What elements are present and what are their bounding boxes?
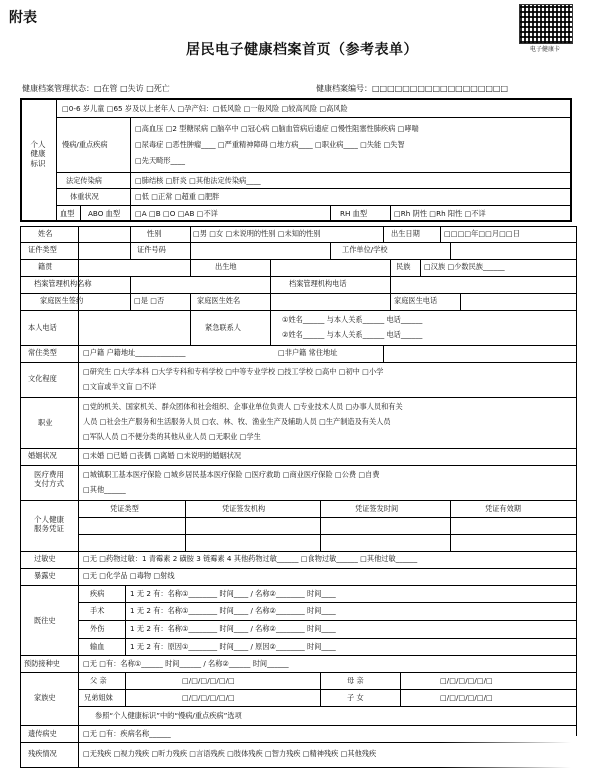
health-identifier-label: 个人 健康 标识 <box>30 140 46 168</box>
surgery-value: 1 无 2 有：名称①________ 时间____ / 名称②________ 时间____ <box>130 606 336 615</box>
record-number: 健康档案编号：□□□□□□□□□□□□□□□□□□ <box>316 84 509 93</box>
chronic-options-2: □尿毒症 □恶性肿瘤____ □严重精神障碍 □地方病____ □职业病____ □失能 □失智 <box>135 140 405 149</box>
siblings-label: 兄弟姐妹 <box>84 693 113 702</box>
cert-type-header: 凭证类型 <box>110 504 139 513</box>
exposure-label: 暴露史 <box>34 571 56 580</box>
transfusion-label: 输血 <box>90 642 105 651</box>
workplace-label: 工作单位/学校 <box>342 245 388 254</box>
cert-time-header: 凭证签发时间 <box>355 504 399 513</box>
ethnicity-label: 民族 <box>396 262 411 271</box>
cert-validity-header: 凭证有效期 <box>485 504 521 513</box>
trauma-value: 1 无 2 有：名称①________ 时间____ / 名称②________ 时间____ <box>130 624 336 633</box>
allergy-label: 过敏史 <box>34 554 56 563</box>
gender-label: 性别 <box>147 229 162 238</box>
transfusion-value: 1 无 2 有：原因①________ 时间____ / 原因②________ 时间____ <box>130 642 336 651</box>
doctor-tel-label: 家庭医生电话 <box>394 296 438 305</box>
form-title: 居民电子健康档案首页（参考表单） <box>186 42 418 58</box>
org-tel-label: 档案管理机构电话 <box>289 279 347 288</box>
occupation-options-3: □军队人员 □不便分类的其他从业人员 □无职业 □学生 <box>83 432 261 441</box>
occupation-options-1: □党的机关、国家机关、群众团体和社会组织、企事业单位负责人 □专业技术人员 □办事人员和有关 <box>83 402 403 411</box>
children-boxes: □/□/□/□/□/□ <box>440 693 493 702</box>
disease-value: 1 无 2 有：名称①________ 时间____ / 名称②________ 时间____ <box>130 589 336 598</box>
id-number-label: 证件号码 <box>137 245 166 254</box>
occupation-label: 职业 <box>38 418 53 427</box>
education-options-1: □研究生 □大学本科 □大学专科和专科学校 □中等专业学校 □技工学校 □高中 □初中 □小学 <box>83 367 384 376</box>
trauma-label: 外伤 <box>90 624 105 633</box>
emergency-contact-1: ①姓名______ 与本人关系______ 电话______ <box>282 315 423 324</box>
org-name-label: 档案管理机构名称 <box>34 279 92 288</box>
surgery-label: 手术 <box>90 606 105 615</box>
emergency-contact-label: 紧急联系人 <box>205 323 241 332</box>
siblings-boxes: □/□/□/□/□/□ <box>182 693 235 702</box>
payment-options-2: □其他______ <box>83 485 126 494</box>
vaccination-value: □无 □有：名称①______ 时间______ / 名称②______ 时间______ <box>83 659 289 668</box>
rh-label: RH 血型 <box>340 209 368 218</box>
payment-options-1: □城镇职工基本医疗保险 □城乡居民基本医疗保险 □医疗救助 □商业医疗保险 □公费 □自费 <box>83 470 380 479</box>
disability-options: □无残疾 □视力残疾 □听力残疾 □言语残疾 □肢体残疾 □智力残疾 □精神残疾 □其他残疾 <box>83 749 377 758</box>
abo-options: □A □B □O □AB □不详 <box>135 209 218 218</box>
mother-boxes: □/□/□/□/□/□ <box>440 676 493 685</box>
birthdate-value: □□□□年□□月□□日 <box>444 229 520 238</box>
weight-options: □低 □正常 □超重 □肥胖 <box>135 192 220 201</box>
disease-label: 疾病 <box>90 589 105 598</box>
birthplace-label: 出生地 <box>215 262 237 271</box>
weight-label: 体重状况 <box>70 192 99 201</box>
exposure-options: □无 □化学品 □毒物 □射线 <box>83 571 175 580</box>
allergy-options: □无 □药物过敏：1 青霉素 2 磺胺 3 链霉素 4 其他药物过敏______ □食物过敏______ □其他过敏______ <box>83 554 418 563</box>
disability-label: 残疾情况 <box>28 749 57 758</box>
doctor-contract-label: 家庭医生签约 <box>40 296 84 305</box>
infectious-options: □肺结核 □肝炎 □其他法定传染病____ <box>135 176 261 185</box>
gender-options: □男 □女 □未说明的性别 □未知的性别 <box>193 229 321 238</box>
birthdate-label: 出生日期 <box>391 229 420 238</box>
id-type-label: 证件类型 <box>28 245 57 254</box>
emergency-contact-2: ②姓名______ 与本人关系______ 电话______ <box>282 330 423 339</box>
corner-fade <box>440 736 604 774</box>
cert-org-header: 凭证签发机构 <box>222 504 266 513</box>
ethnicity-options: □汉族 □少数民族______ <box>424 262 505 271</box>
children-label: 子 女 <box>347 693 364 702</box>
population-options: □0-6 岁儿童 □65 岁及以上老年人 □孕产妇：□低风险 □一般风险 □较高风险 □高风险 <box>62 104 348 113</box>
chronic-options-1: □高血压 □2 型糖尿病 □脑卒中 □冠心病 □脑血管病后遗症 □慢性阻塞性肺疾病 □哮喘 <box>135 124 419 133</box>
management-status: 健康档案管理状态：□在管 □失访 □死亡 <box>22 84 170 93</box>
doctor-name-label: 家庭医生姓名 <box>197 296 241 305</box>
rh-options: □Rh 阴性 □Rh 阳性 □不详 <box>394 209 486 218</box>
residence-type-label: 常住类型 <box>28 348 57 357</box>
occupation-options-2: 人员 □社会生产服务和生活服务人员 □农、林、牧、渔业生产及辅助人员 □生产制造及有关人员 <box>83 417 391 426</box>
father-boxes: □/□/□/□/□/□ <box>182 676 235 685</box>
residence-household: □户籍 户籍地址______________ <box>83 348 186 357</box>
origin-label: 籍贯 <box>38 262 53 271</box>
education-label: 文化程度 <box>28 374 57 383</box>
marital-label: 婚姻状况 <box>28 451 57 460</box>
residence-nonhousehold: □非户籍 常住地址 <box>278 348 338 357</box>
education-options-2: □文盲或半文盲 □不详 <box>83 382 157 391</box>
family-note: 参照“个人健康标识”中的“慢病/重点疾病”选项 <box>95 711 242 720</box>
genetic-label: 遗传病史 <box>28 729 57 738</box>
abo-label: ABO 血型 <box>88 209 121 218</box>
chronic-options-3: □先天畸形____ <box>135 156 185 165</box>
doctor-contract-options: □是 □否 <box>134 296 165 305</box>
marital-options: □未婚 □已婚 □丧偶 □离婚 □未说明的婚姻状况 <box>83 451 242 460</box>
father-label: 父 亲 <box>90 676 107 685</box>
mother-label: 母 亲 <box>347 676 364 685</box>
payment-label: 医疗费用 支付方式 <box>34 470 64 489</box>
genetic-value: □无 □有：疾病名称______ <box>83 729 171 738</box>
past-history-label: 既往史 <box>34 616 56 625</box>
phone-label: 本人电话 <box>28 323 57 332</box>
name-label: 姓名 <box>38 229 53 238</box>
appendix-label: 附表 <box>9 10 37 26</box>
family-history-label: 家族史 <box>34 693 56 702</box>
certificate-label: 个人健康 服务凭证 <box>34 515 64 534</box>
infectious-label: 法定传染病 <box>66 176 102 185</box>
qr-code-icon <box>519 4 573 44</box>
qr-caption: 电子健康卡 <box>529 46 560 53</box>
chronic-disease-label: 慢病/重点疾病 <box>62 140 108 149</box>
blood-type-label: 血型 <box>60 209 75 218</box>
vaccination-label: 预防接种史 <box>24 659 60 668</box>
